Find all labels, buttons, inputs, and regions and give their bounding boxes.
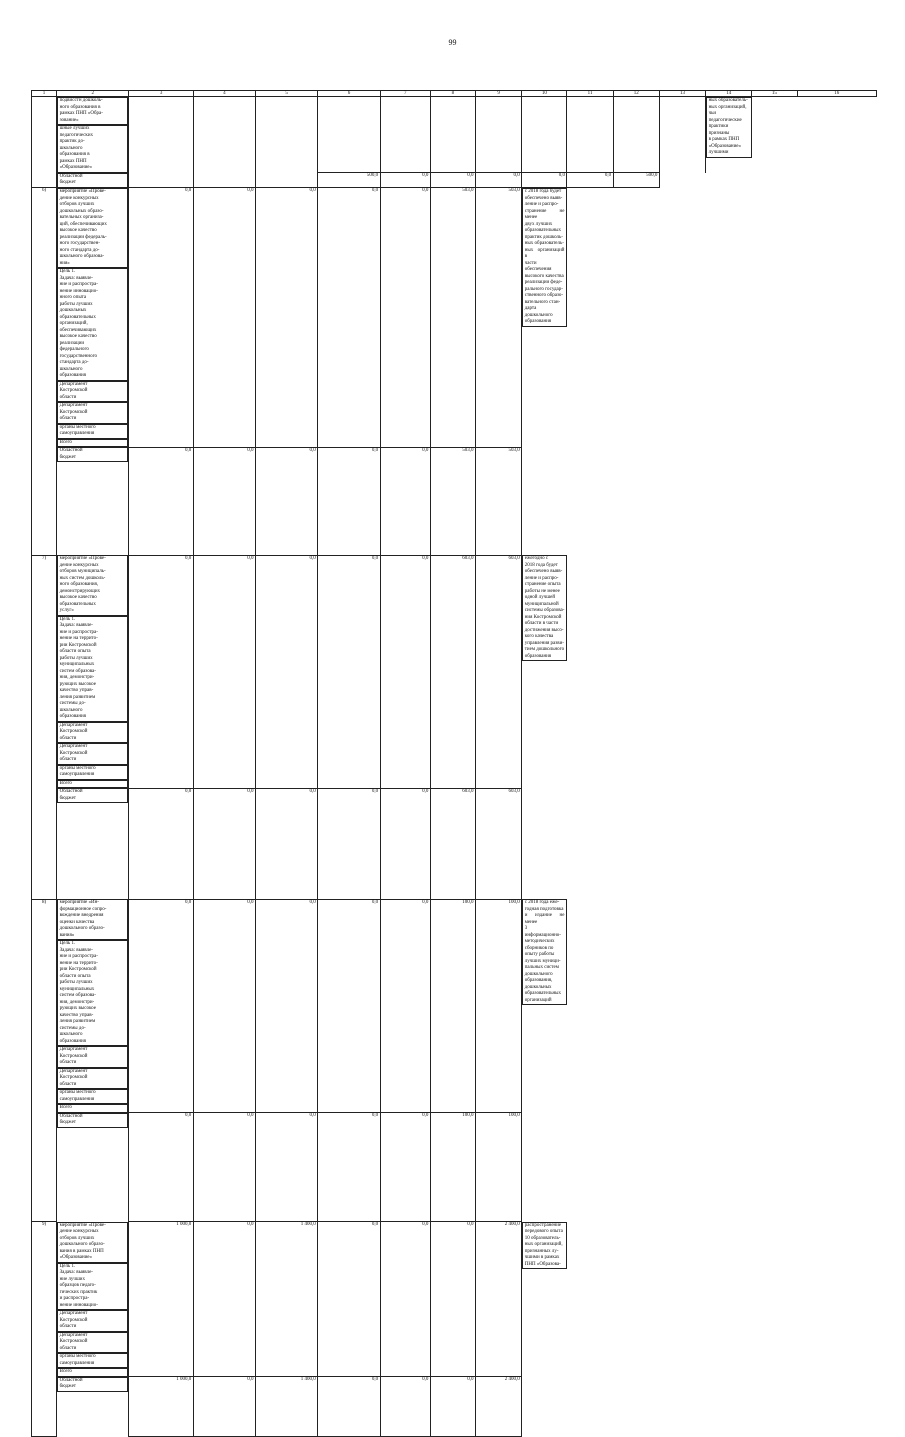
funding-value xyxy=(476,97,522,173)
funding-source: Областной бюджет xyxy=(57,1377,128,1392)
coexecutor: Департамент Костромской области xyxy=(57,1068,128,1090)
activity-result: ежегодно с 2018 года будет обеспечено выяв- ление и распро- странение опыта работы не менее одной лучшей муниципальной системы образова- ния Костромской области в части достижения высо- кого качества управления разви- тием дошкольного образования xyxy=(522,555,567,661)
funding-row xyxy=(32,447,877,555)
funding-value: 0,0 xyxy=(318,555,380,788)
funding-value: 603,0 xyxy=(430,788,475,899)
activity-goal: Цель 1. Задача: выявле- ние и распростра- нение инновацио- нного опыта работы лучших дошкольных образовательных организаций, обеспечивающих высокое качество реализации федерального государственного стандарта до- школьного образования xyxy=(57,268,128,381)
executor: Департамент Костромской области xyxy=(57,722,128,744)
funding-value: 603,0 xyxy=(476,788,522,899)
row-number xyxy=(32,97,57,188)
funding-value: 0,0 xyxy=(380,1377,430,1437)
row-number: 9) xyxy=(32,1222,57,1437)
funding-value: 0,0 xyxy=(256,899,318,1113)
funding-source: Областной бюджет xyxy=(57,788,128,803)
col-number: 13 xyxy=(659,91,705,97)
funding-value: 100,0 xyxy=(430,1113,475,1222)
row-number: 8) xyxy=(32,899,57,1222)
funding-value: 1 000,0 xyxy=(129,1222,193,1377)
funding-value: 100,0 xyxy=(476,899,522,1113)
funding-value: 0,0 xyxy=(380,1113,430,1222)
funding-source: Всего xyxy=(57,439,128,448)
funding-value: 0,0 xyxy=(567,173,613,188)
col-number: 14 xyxy=(706,91,752,97)
funding-value: 0,0 xyxy=(129,555,193,788)
funding-value: 100,0 xyxy=(476,1113,522,1222)
funding-source: Всего xyxy=(57,780,128,789)
funding-value: 0,0 xyxy=(256,555,318,788)
funding-value: 0,0 xyxy=(380,188,430,448)
funding-value: 0,0 xyxy=(193,555,255,788)
col-number: 8 xyxy=(430,91,475,97)
col-number: 2 xyxy=(57,91,129,97)
funding-value: 0,0 xyxy=(129,188,193,448)
col-number: 12 xyxy=(613,91,659,97)
funding-value: 2 400,0 xyxy=(476,1377,522,1437)
col-number: 16 xyxy=(797,91,876,97)
funding-value: 0,0 xyxy=(380,173,430,188)
funding-value: 0,0 xyxy=(430,1222,475,1377)
funding-value: 0,0 xyxy=(318,188,380,448)
funding-source: Всего xyxy=(57,1104,128,1113)
funding-value: 0,0 xyxy=(129,788,193,899)
activity-result: ных образователь- ных организаций, чьи педагогические практики признаны в рамках ПНП «Образование» лучшими xyxy=(706,97,752,158)
funding-value: 603,0 xyxy=(476,555,522,788)
funding-value xyxy=(613,97,659,173)
funding-value: 0,0 xyxy=(380,899,430,1113)
funding-source: Всего xyxy=(57,1368,128,1377)
funding-source: Областной бюджет xyxy=(57,1113,128,1128)
coexecutor: Департамент Костромской области xyxy=(57,743,128,765)
funding-value xyxy=(567,97,613,173)
funding-value: 0,0 xyxy=(318,1377,380,1437)
funding-value: 603,0 xyxy=(430,555,475,788)
col-number: 10 xyxy=(522,91,567,97)
activity-name: мероприятие «Ин- формационное сопро- вождение внедрения оценки качества дошкольного образо- вания» xyxy=(57,899,128,940)
funding-value xyxy=(659,97,705,173)
funding-value: 0,0 xyxy=(129,447,193,555)
coexecutor xyxy=(193,97,255,188)
funding-value: 0,0 xyxy=(522,173,567,188)
funding-value: 1 400,0 xyxy=(256,1377,318,1437)
col-number: 6 xyxy=(318,91,380,97)
funding-value: 1 000,0 xyxy=(129,1377,193,1437)
page-number: 99 xyxy=(448,38,457,47)
funding-value: 0,0 xyxy=(430,1377,475,1437)
activity-row xyxy=(32,188,877,448)
funding-value xyxy=(522,97,567,173)
activity-name: мероприятие «Прове- дение конкурсных отборов лучших дошкольного образо- вания в рамках ПНП «Образование» xyxy=(57,1222,128,1263)
funding-value: 0,0 xyxy=(193,899,255,1113)
participant xyxy=(256,97,318,188)
funding-value: 0,0 xyxy=(193,788,255,899)
col-number: 4 xyxy=(193,91,255,97)
activity-result: с 2018 года будет обеспечено выяв- ление и распро- странение не менее двух лучших образовательных практик дошколь- ных образователь- ных организаций в части обеспечения высокого качества реализации феде- рального государ- ственного образо- вательного стан- дарта дошкольного образования xyxy=(522,188,567,327)
col-number: 7 xyxy=(380,91,430,97)
activity-row xyxy=(32,555,877,788)
coexecutor: Департамент Костромской области xyxy=(57,1332,128,1354)
funding-value: 0,0 xyxy=(380,447,430,555)
funding-value: 2 400,0 xyxy=(476,1222,522,1377)
funding-value: 0,0 xyxy=(193,1113,255,1222)
funding-value: 0,0 xyxy=(129,1113,193,1222)
coexecutor: Департамент Костромской области xyxy=(57,402,128,424)
funding-value: 0,0 xyxy=(256,188,318,448)
funding-source: Областной бюджет xyxy=(57,447,128,462)
funding-value: 0,0 xyxy=(380,788,430,899)
funding-value: 0,0 xyxy=(318,899,380,1113)
executor: Департамент Костромской области xyxy=(57,1046,128,1068)
funding-value: 500,0 xyxy=(318,173,380,188)
activity-row-continuation xyxy=(32,97,877,173)
funding-value: 503,0 xyxy=(476,447,522,555)
funding-row xyxy=(32,1377,877,1437)
activity-name: мероприятие «Прове- дение конкурсных отборов муниципаль- ных систем дошколь- ного образования, демонстрирующих высокое качество образовательных услуг» xyxy=(57,555,128,616)
activity-goal: шные лучших педагогических практик до- школьного образования в рамках ПНП «Образование» xyxy=(57,125,128,173)
funding-value: 0,0 xyxy=(380,555,430,788)
activity-result: распространение передового опыта 10 образователь- ных организаций, признанных лу- чшими в рамках ПНП «Образова- xyxy=(522,1222,567,1270)
funding-value: 100,0 xyxy=(430,899,475,1113)
executor xyxy=(129,97,193,188)
col-number: 5 xyxy=(256,91,318,97)
funding-value: 0,0 xyxy=(476,173,522,188)
activity-row xyxy=(32,899,877,1113)
activity-name: подвисстн дошколь- ного образования в рамках ПНП «Обра- зование» xyxy=(57,97,128,125)
col-number: 11 xyxy=(567,91,613,97)
funding-value: 0,0 xyxy=(129,899,193,1113)
activity-goal: Цель 1. Задача: выявле- ние и распростра- нение на террито- рии Костромской области опыта работы лучших муниципальных систем образова- ния, демонстри- рующих высокое качество управ- ления развитием системы до- школьного образования xyxy=(57,940,128,1046)
funding-value: 0,0 xyxy=(318,1113,380,1222)
funding-value: 0,0 xyxy=(256,447,318,555)
funding-value: 500,0 xyxy=(613,173,659,188)
funding-value: 503,0 xyxy=(430,447,475,555)
funding-value: 0,0 xyxy=(193,1377,255,1437)
participant: органы местного самоуправления xyxy=(57,424,128,439)
funding-value: 0,0 xyxy=(256,1113,318,1222)
col-number: 3 xyxy=(129,91,193,97)
participant: органы местного самоуправления xyxy=(57,765,128,780)
activity-row xyxy=(32,1222,877,1377)
funding-source xyxy=(318,97,380,173)
row-number: 6) xyxy=(32,188,57,556)
funding-value: 0,0 xyxy=(318,447,380,555)
col-number: 9 xyxy=(476,91,522,97)
col-number: 15 xyxy=(752,91,797,97)
activity-goal: Цель 1. Задача: выявле- ние и распростра- нение на террито- рии Костромской области опыта работы лучших муниципальных систем образова- ния, демонстри- рующих высокое качество управ- ления развитием системы до- школьного образования xyxy=(57,616,128,722)
executor: Департамент Костромской области xyxy=(57,1310,128,1332)
funding-value: 503,0 xyxy=(476,188,522,448)
funding-value xyxy=(430,97,475,173)
funding-value: 0,0 xyxy=(193,447,255,555)
funding-row xyxy=(32,1113,877,1222)
funding-value: 0,0 xyxy=(380,1222,430,1377)
row-number: 7) xyxy=(32,555,57,899)
activity-goal: Цель 1. Задача: выявле- ние лучших образцов педаго- гических практик и распростра- нение инновацио- xyxy=(57,1263,128,1311)
activity-result: с 2018 года еже- годная подготовка и издание не менее 3 информационно- методических сборников по опыту работы лучших муници- пальных систем дошкольного образования, дошкольных образовательных организаций xyxy=(522,899,567,1005)
program-activities-table xyxy=(31,90,877,1437)
funding-row xyxy=(32,788,877,899)
col-number: 1 xyxy=(32,91,57,97)
funding-value: 0,0 xyxy=(318,1222,380,1377)
funding-value: 0,0 xyxy=(318,788,380,899)
funding-value: 1 400,0 xyxy=(256,1222,318,1377)
funding-value: 0,0 xyxy=(256,788,318,899)
funding-value xyxy=(380,97,430,173)
funding-value: 0,0 xyxy=(193,188,255,448)
activity-name: мероприятие «Прове- дение конкурсных отборов лучших дошкольных образо- вательных организа- ций, обеспечивающих высокое качество реализации федераль- ного государствен- ного стандарта до- школьного образова- ния» xyxy=(57,188,128,268)
funding-value: 0,0 xyxy=(193,1222,255,1377)
participant: органы местного самоуправления xyxy=(57,1353,128,1368)
funding-value: 503,0 xyxy=(430,188,475,448)
executor: Департамент Костромской области xyxy=(57,381,128,403)
funding-source: Областной бюджет xyxy=(57,173,128,188)
participant: органы местного самоуправления xyxy=(57,1089,128,1104)
funding-value: 0,0 xyxy=(430,173,475,188)
